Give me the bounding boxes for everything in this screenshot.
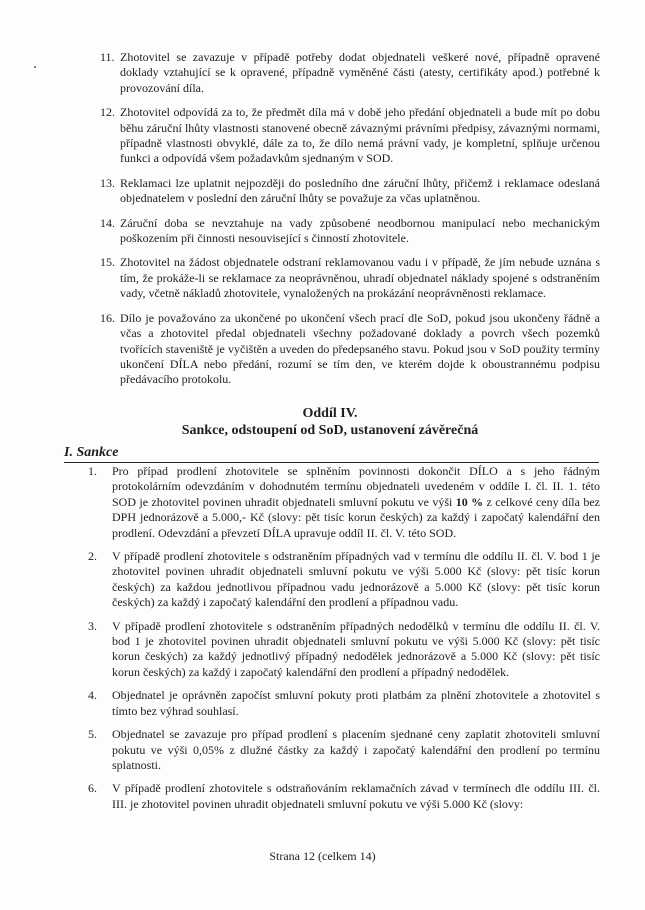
list-item	[100, 255, 600, 301]
item-text: Dílo je považováno za ukončené po ukončení všech prací dle SoD, pokud jsou ukončeny řádně a včas a zhotovitel předal objednateli všechny požadované doklady a povrch všech pozemků tvořících staveniště je vyčištěn a uveden do předepsaného stavu. Pokud jsou v SoD použity termíny ukončení DÍLA nebo předání, rozumí se tím den, ve kterém dojde k oboustrannému podpisu předávacího protokolu.	[120, 310, 600, 387]
item-number: 15.	[100, 255, 115, 270]
list-item	[100, 50, 600, 96]
list-item	[100, 105, 600, 167]
list-item	[88, 549, 600, 611]
item-text: Zhotovitel odpovídá za to, že předmět díla má v době jeho předání objednateli a bude mít po dobu běhu záruční lhůty vlastnosti stanovené obecně závaznými právními předpisy, závaznými normami, případně vlastnosti obvyklé, dále za to, že dílo nemá právní vady, je kompletní, splňuje určenou funkci a odpovídá všem požadavkům sjednaným v SOD.	[120, 105, 600, 166]
warranty-clauses-list	[100, 50, 600, 397]
item-text-part: Pro případ prodlení zhotovitele se splněním povinnosti dokončit DÍLO a s jeho řádným protokolárním odevzdáním v dohodnutém termínu objednateli uvedeném v oddíle I. čl. II. 1. této SOD je zhotovitel povinen uhradit objednateli smluvní pokutu ve výši	[112, 464, 600, 509]
item-text: Zhotovitel se zavazuje v případě potřeby dodat objednateli veškeré nové, případně opravené doklady vztahující se k opravené, případně vyměněné části (atesty, certifikáty apod.) potřebné k provozování díla.	[120, 50, 600, 95]
section-title: Oddíl IV.	[302, 406, 358, 421]
item-number: 13.	[100, 175, 115, 190]
item-text: Objednatel se zavazuje pro případ prodlení s placením sjednané ceny zaplatit zhotoviteli smluvní pokutu ve výši 0,05% z dlužné částky za každý i započatý kalendářní den prodlení po termínu splatnosti.	[112, 727, 600, 772]
item-text: Zhotovitel na žádost objednatele odstraní reklamovanou vadu i v případě, že jím nebude uznána s tím, že prokáže-li se reklamace za neoprávněnou, uhradí objednatel náklady spojené s odstraněním vady, včetně nákladů zhotovitele, vynaložených na prokázání neoprávněnosti reklamace.	[120, 255, 600, 301]
item-text: Reklamaci lze uplatnit nejpozději do posledního dne záruční lhůty, přičemž i reklamace odeslaná objednatelem v poslední den záruční lhůty se považuje za včas uplatněnou.	[120, 175, 600, 206]
item-number: 11.	[100, 50, 115, 64]
page-footer: Strana 12 (celkem 14)	[269, 849, 376, 863]
item-text: Záruční doba se nevztahuje na vady způsobené neodbornou manipulací nebo mechanickým poškozením při činnosti nesouvisející s činností zhotovitele.	[120, 215, 600, 246]
item-number: 3.	[88, 618, 97, 633]
scan-speck	[34, 66, 36, 68]
item-number: 2.	[88, 549, 97, 564]
sanctions-list	[88, 464, 600, 820]
item-text: V případě prodlení zhotovitele s odstraňováním reklamačních závad v termínech dle oddílu III. čl. III. je zhotovitel povinen uhradit objednateli smluvní pokutu ve výši 5.000 Kč (slovy:	[112, 781, 600, 811]
list-item	[100, 311, 600, 388]
item-text-part: z celkové ceny díla bez DPH jednorázově a 5.000,- Kč (slovy: pět tisíc korun českých) za každý i započatý kalendářní den prodlení. Odevzdání a převzetí DÍLA upravuje oddíl II. čl. V. této SOD.	[112, 494, 600, 540]
subsection-heading: I. Sankce	[64, 445, 119, 460]
item-number: 12.	[100, 105, 115, 120]
section-subtitle: Sankce, odstoupení od SoD, ustanovení závěrečná	[181, 423, 479, 438]
list-item	[100, 216, 600, 247]
item-text: Objednatel je oprávněn započíst smluvní pokuty proti platbám za plnění zhotovitele a zhotovitel s tímto bez výhrad souhlasí.	[112, 688, 600, 718]
item-text	[112, 464, 600, 541]
list-item	[88, 619, 600, 681]
item-number: 14.	[100, 215, 115, 230]
item-number: 16.	[100, 310, 115, 325]
list-item	[100, 176, 600, 207]
list-item	[88, 464, 600, 541]
penalty-percent: 10 %	[455, 494, 484, 509]
list-item	[88, 781, 600, 812]
item-number: 5.	[88, 727, 97, 742]
item-text: V případě prodlení zhotovitele s odstraněním případných vad v termínu dle oddílu II. čl. V. bod 1 je zhotovitel povinen uhradit objednateli smluvní pokutu ve výši 5.000 Kč (slovy: pět tisíc korun českých) za každou jednotlivou případnou vadu jednorázově a 5.000 Kč (slovy: pět tisíc korun českých) za každý i započatý kalendářní den prodlení a případnou vadu.	[112, 549, 600, 610]
list-item	[88, 727, 600, 773]
heading-underline	[64, 462, 599, 463]
item-number: 6.	[88, 781, 97, 796]
item-number: 1.	[88, 464, 97, 478]
item-text: V případě prodlení zhotovitele s odstraněním případných nedodělků v termínu dle oddílu II. čl. V. bod 1 je zhotovitel povinen uhradit objednateli smluvní pokutu ve výši 5.000 Kč (slovy: pět tisíc korun českých) za každý jednotlivý případný nedodělek jednorázově a 5.000 Kč (slovy: pět tisíc korun českých) za každý i započatý kalendářní den prodlení a případný nedodělek.	[112, 618, 600, 679]
item-number: 4.	[88, 688, 97, 703]
list-item	[88, 688, 600, 719]
